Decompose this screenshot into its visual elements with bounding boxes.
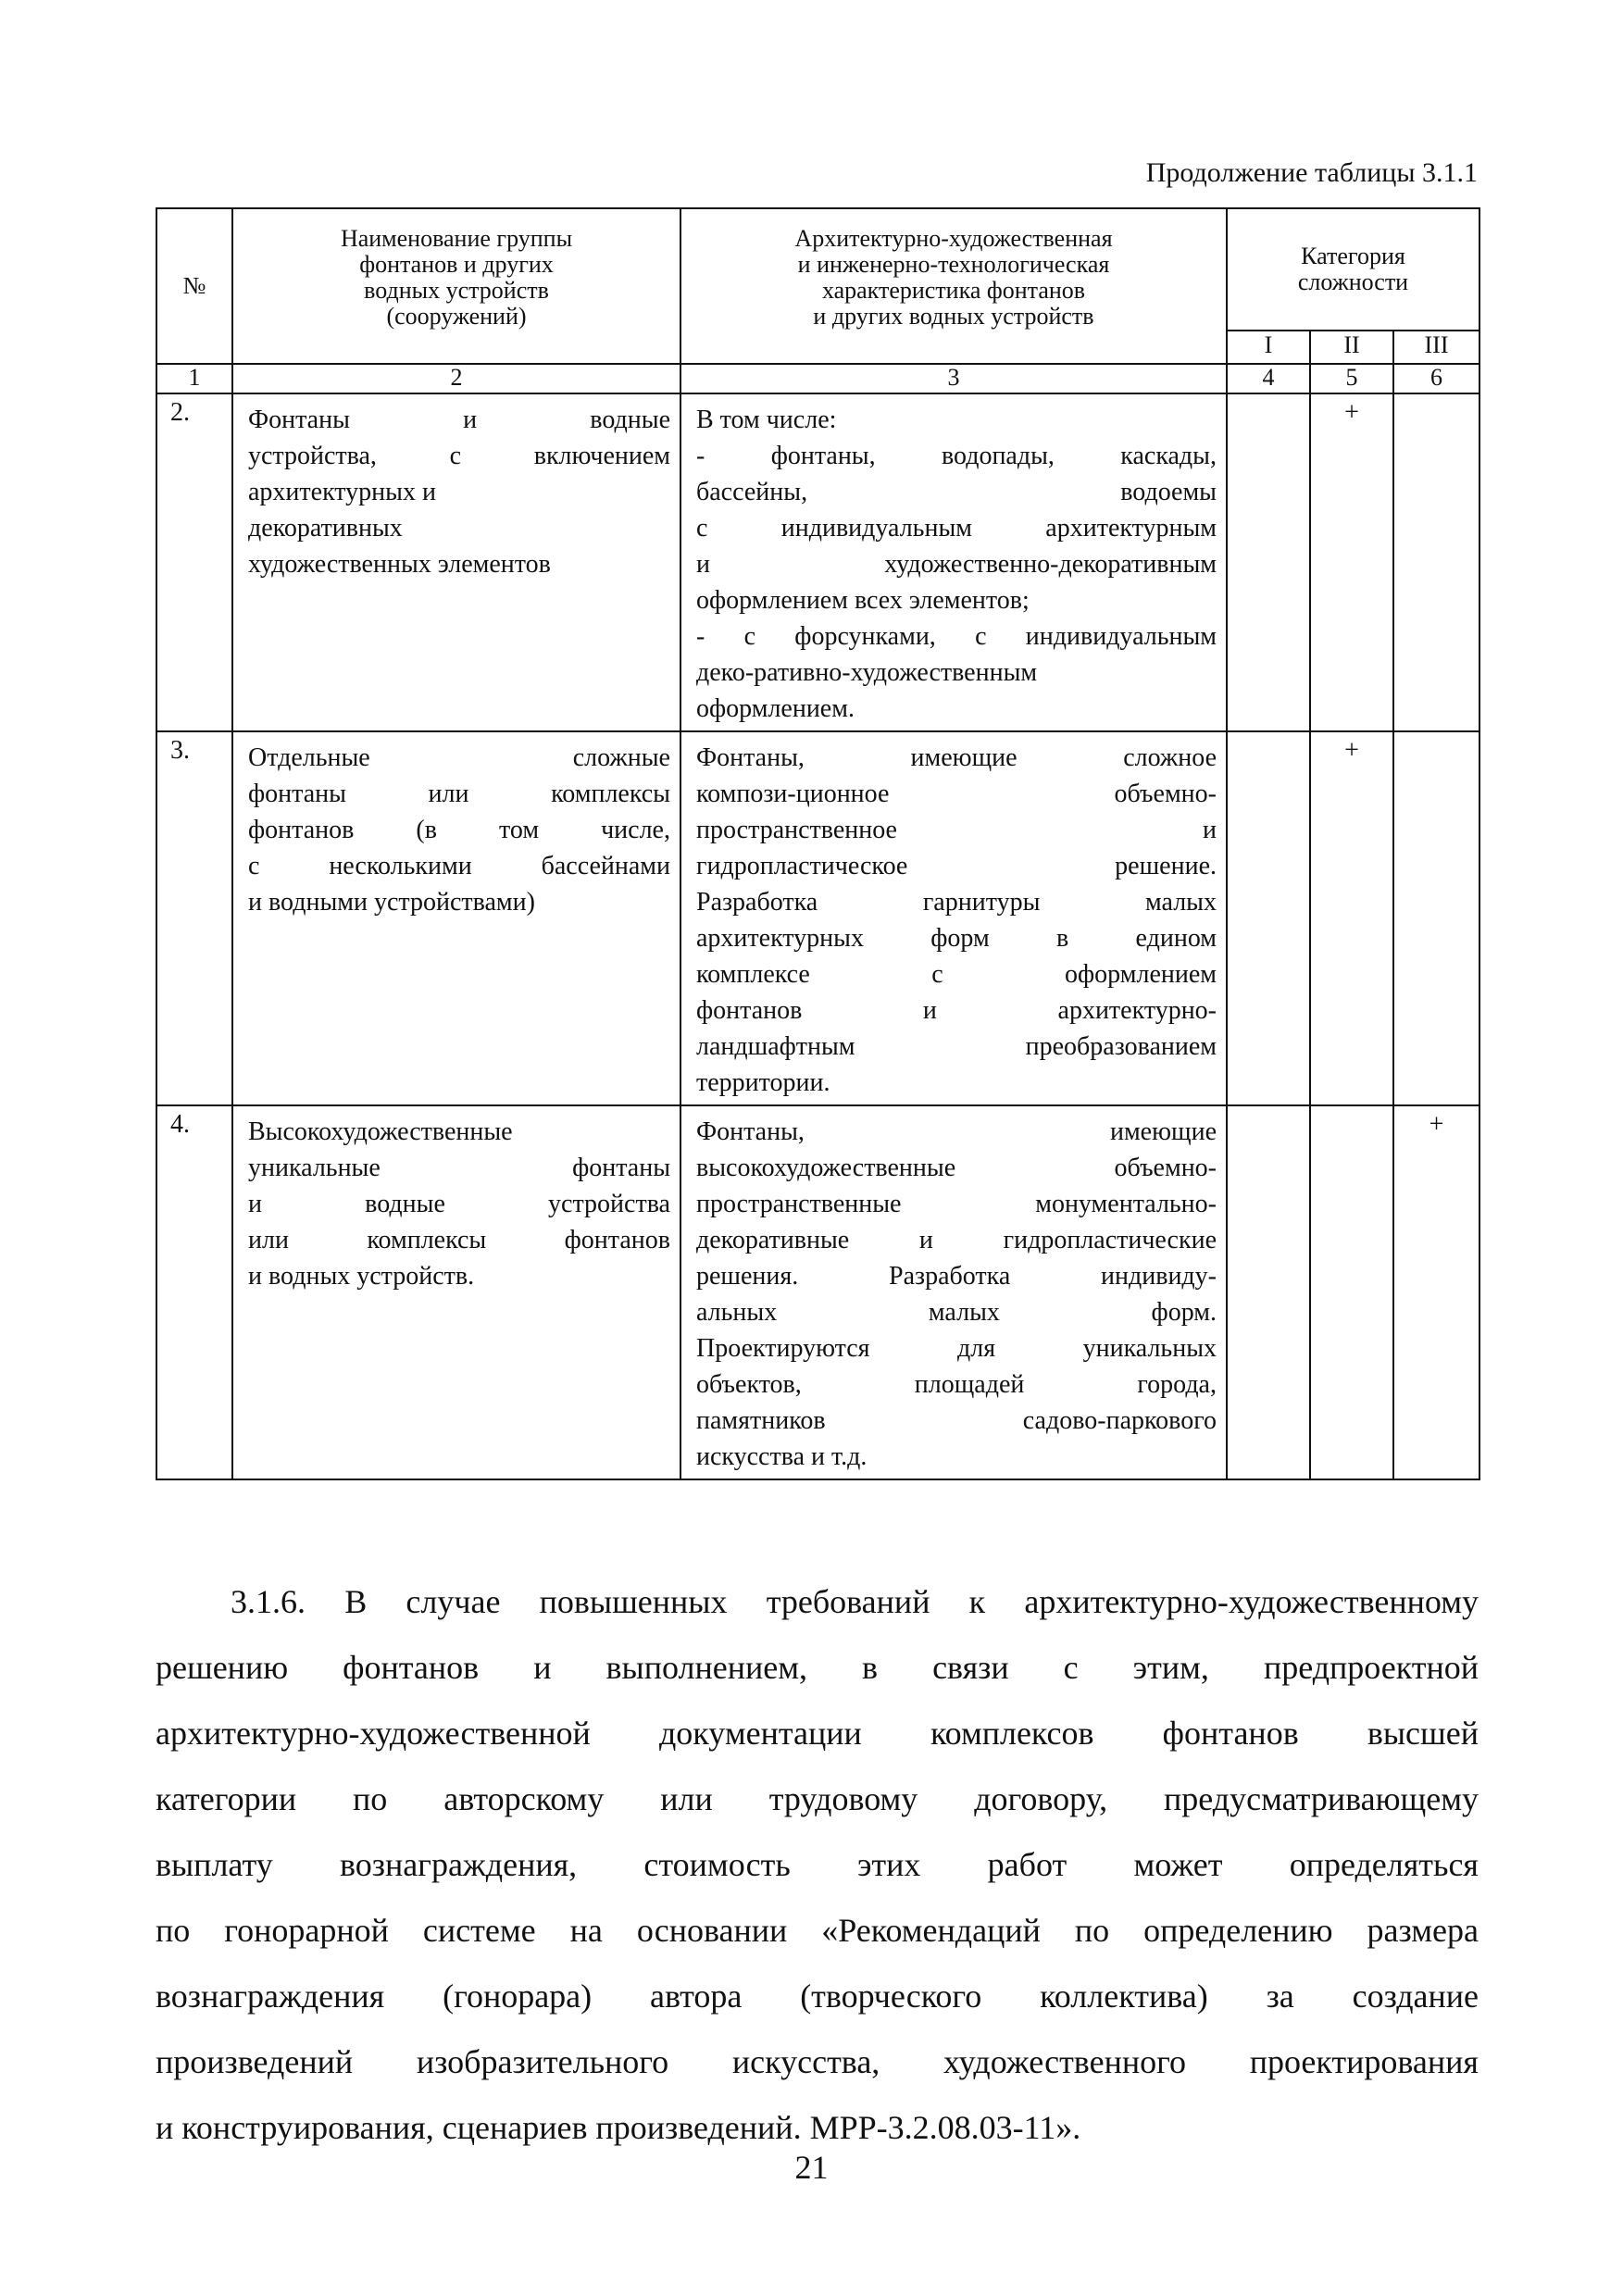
text-line: пространственные монументально- (696, 1190, 1217, 1218)
text-line: альных малых форм. (696, 1298, 1217, 1327)
text-line: и водных устройств. (248, 1262, 475, 1291)
header-characteristics-line: и других водных устройств (813, 303, 1094, 330)
text-line: уникальные фонтаны (248, 1154, 670, 1182)
text-line: архитектурных форм в едином (696, 924, 1217, 953)
paragraph-line: произведений изобразительного искусства, художественного проектирования (156, 2043, 1479, 2080)
category-ii-mark: + (1310, 731, 1393, 1105)
text-line: решения. Разработка индивиду- (696, 1262, 1217, 1291)
text-line: Фонтаны, имеющие (696, 1117, 1217, 1146)
paragraph-line: и конструирования, сценариев произведений. МРР-3.2.08.03-11». (156, 2109, 1081, 2146)
table-row (156, 393, 1479, 731)
table-row (156, 731, 1479, 1105)
text-line: фонтанов (в том числе, (248, 816, 670, 844)
category-iii-mark: + (1393, 1105, 1479, 1479)
category-i-mark (1227, 731, 1310, 1105)
row-number: 3. (156, 731, 232, 1105)
paragraph-line: категории по авторскому или трудовому договору, предусматривающему (156, 1780, 1479, 1817)
table-row (156, 1105, 1479, 1479)
header-characteristics-line: характеристика фонтанов (821, 277, 1086, 304)
text-line: оформлением всех элементов; (696, 586, 1030, 615)
fountain-complexity-table (156, 207, 1480, 1480)
page-number: 21 (794, 2149, 829, 2186)
column-number: 2 (232, 364, 680, 393)
text-line: и водными устройствами) (248, 888, 535, 917)
paragraph-line: 3.1.6. В случае повышенных требований к архитектурно-художественному (231, 1583, 1479, 1620)
header-characteristics-line: Архитектурно-художественная (794, 225, 1113, 252)
text-line: - с форсунками, с индивидуальным (696, 622, 1217, 651)
header-category-iii: III (1393, 331, 1479, 364)
row-characteristics (680, 393, 1227, 731)
text-line: В том числе: (696, 406, 837, 434)
column-number: 5 (1310, 364, 1393, 393)
text-line: или комплексы фонтанов (248, 1226, 670, 1254)
text-line: Высокохудожественные (248, 1117, 513, 1146)
text-line: объектов, площадей города, (696, 1370, 1217, 1399)
text-line: территории. (696, 1068, 830, 1097)
header-group-name-line: Наименование группы (340, 225, 573, 252)
category-i-mark (1227, 393, 1310, 731)
text-line: ландшафтным преобразованием (696, 1032, 1217, 1061)
text-line: Отдельные сложные (248, 743, 670, 772)
header-group-name-line: фонтанов и других (359, 251, 554, 278)
text-line: и водные устройства (248, 1190, 670, 1218)
paragraph-line: вознаграждения (гонорара) автора (творческого коллектива) за создание (156, 1978, 1479, 2015)
header-characteristics-line: и инженерно-технологическая (797, 251, 1110, 278)
text-line: Фонтаны, имеющие сложное (696, 743, 1217, 772)
text-line: - фонтаны, водопады, каскады, (696, 442, 1217, 470)
header-category-i: I (1227, 331, 1310, 364)
column-number: 6 (1393, 364, 1479, 393)
header-group-name-line: (сооружений) (386, 303, 527, 330)
row-group-name (232, 393, 680, 731)
header-number: № (156, 208, 232, 364)
paragraph-line: выплату вознаграждения, стоимость этих работ может определяться (156, 1846, 1479, 1883)
column-number: 3 (680, 364, 1227, 393)
paragraph-line: решению фонтанов и выполнением, в связи с этим, предпроектной (156, 1649, 1479, 1686)
paragraph-line: архитектурно-художественной документации комплексов фонтанов высшей (156, 1715, 1479, 1752)
text-line: фонтаны или комплексы (248, 780, 670, 808)
table-header-row (156, 208, 1479, 331)
text-line: художественных элементов (248, 550, 551, 579)
row-number: 2. (156, 393, 232, 731)
text-line: Разработка гарнитуры малых (696, 888, 1217, 917)
category-ii-mark: + (1310, 393, 1393, 731)
text-line: и художественно-декоративным (696, 550, 1217, 579)
category-iii-mark (1393, 731, 1479, 1105)
text-line: архитектурных и (248, 478, 436, 506)
row-number: 4. (156, 1105, 232, 1479)
header-characteristics (680, 208, 1227, 364)
text-line: деко-ративно-художественным (696, 658, 1038, 687)
text-line: декоративные и гидропластические (696, 1226, 1217, 1254)
text-line: пространственное и (696, 816, 1217, 844)
header-category-ii: II (1310, 331, 1393, 364)
text-line: Проектируются для уникальных (696, 1334, 1217, 1363)
row-characteristics (680, 1105, 1227, 1479)
text-line: комплексе с оформлением (696, 960, 1217, 989)
table-column-numbers-row (156, 364, 1479, 393)
header-category-line: сложности (1297, 268, 1409, 295)
body-paragraph (156, 1569, 1479, 2161)
text-line: памятников садово-паркового (696, 1406, 1217, 1435)
text-line: с несколькими бассейнами (248, 852, 670, 880)
text-line: компози-ционное объемно- (696, 780, 1217, 808)
text-line: с индивидуальным архитектурным (696, 514, 1217, 543)
row-group-name (232, 1105, 680, 1479)
text-line: искусства и т.д. (696, 1442, 868, 1471)
text-line: оформлением. (696, 694, 855, 723)
paragraph-line: по гонорарной системе на основании «Рекомендаций по определению размера (156, 1912, 1479, 1949)
row-characteristics (680, 731, 1227, 1105)
text-line: гидропластическое решение. (696, 852, 1217, 880)
column-number: 4 (1227, 364, 1310, 393)
header-group-name-line: водных устройств (364, 277, 549, 304)
text-line: бассейны, водоемы (696, 478, 1217, 506)
text-line: Фонтаны и водные (248, 406, 670, 434)
header-category-line: Категория (1301, 243, 1405, 269)
category-i-mark (1227, 1105, 1310, 1479)
header-group-name (232, 208, 680, 364)
text-line: фонтанов и архитектурно- (696, 996, 1217, 1025)
category-iii-mark (1393, 393, 1479, 731)
row-group-name (232, 731, 680, 1105)
column-number: 1 (156, 364, 232, 393)
text-line: устройства, с включением (248, 442, 670, 470)
header-complexity-category (1227, 208, 1479, 331)
text-line: декоративных (248, 514, 403, 543)
category-ii-mark (1310, 1105, 1393, 1479)
table-caption: Продолжение таблицы 3.1.1 (1145, 157, 1478, 188)
text-line: высокохудожественные объемно- (696, 1154, 1217, 1182)
